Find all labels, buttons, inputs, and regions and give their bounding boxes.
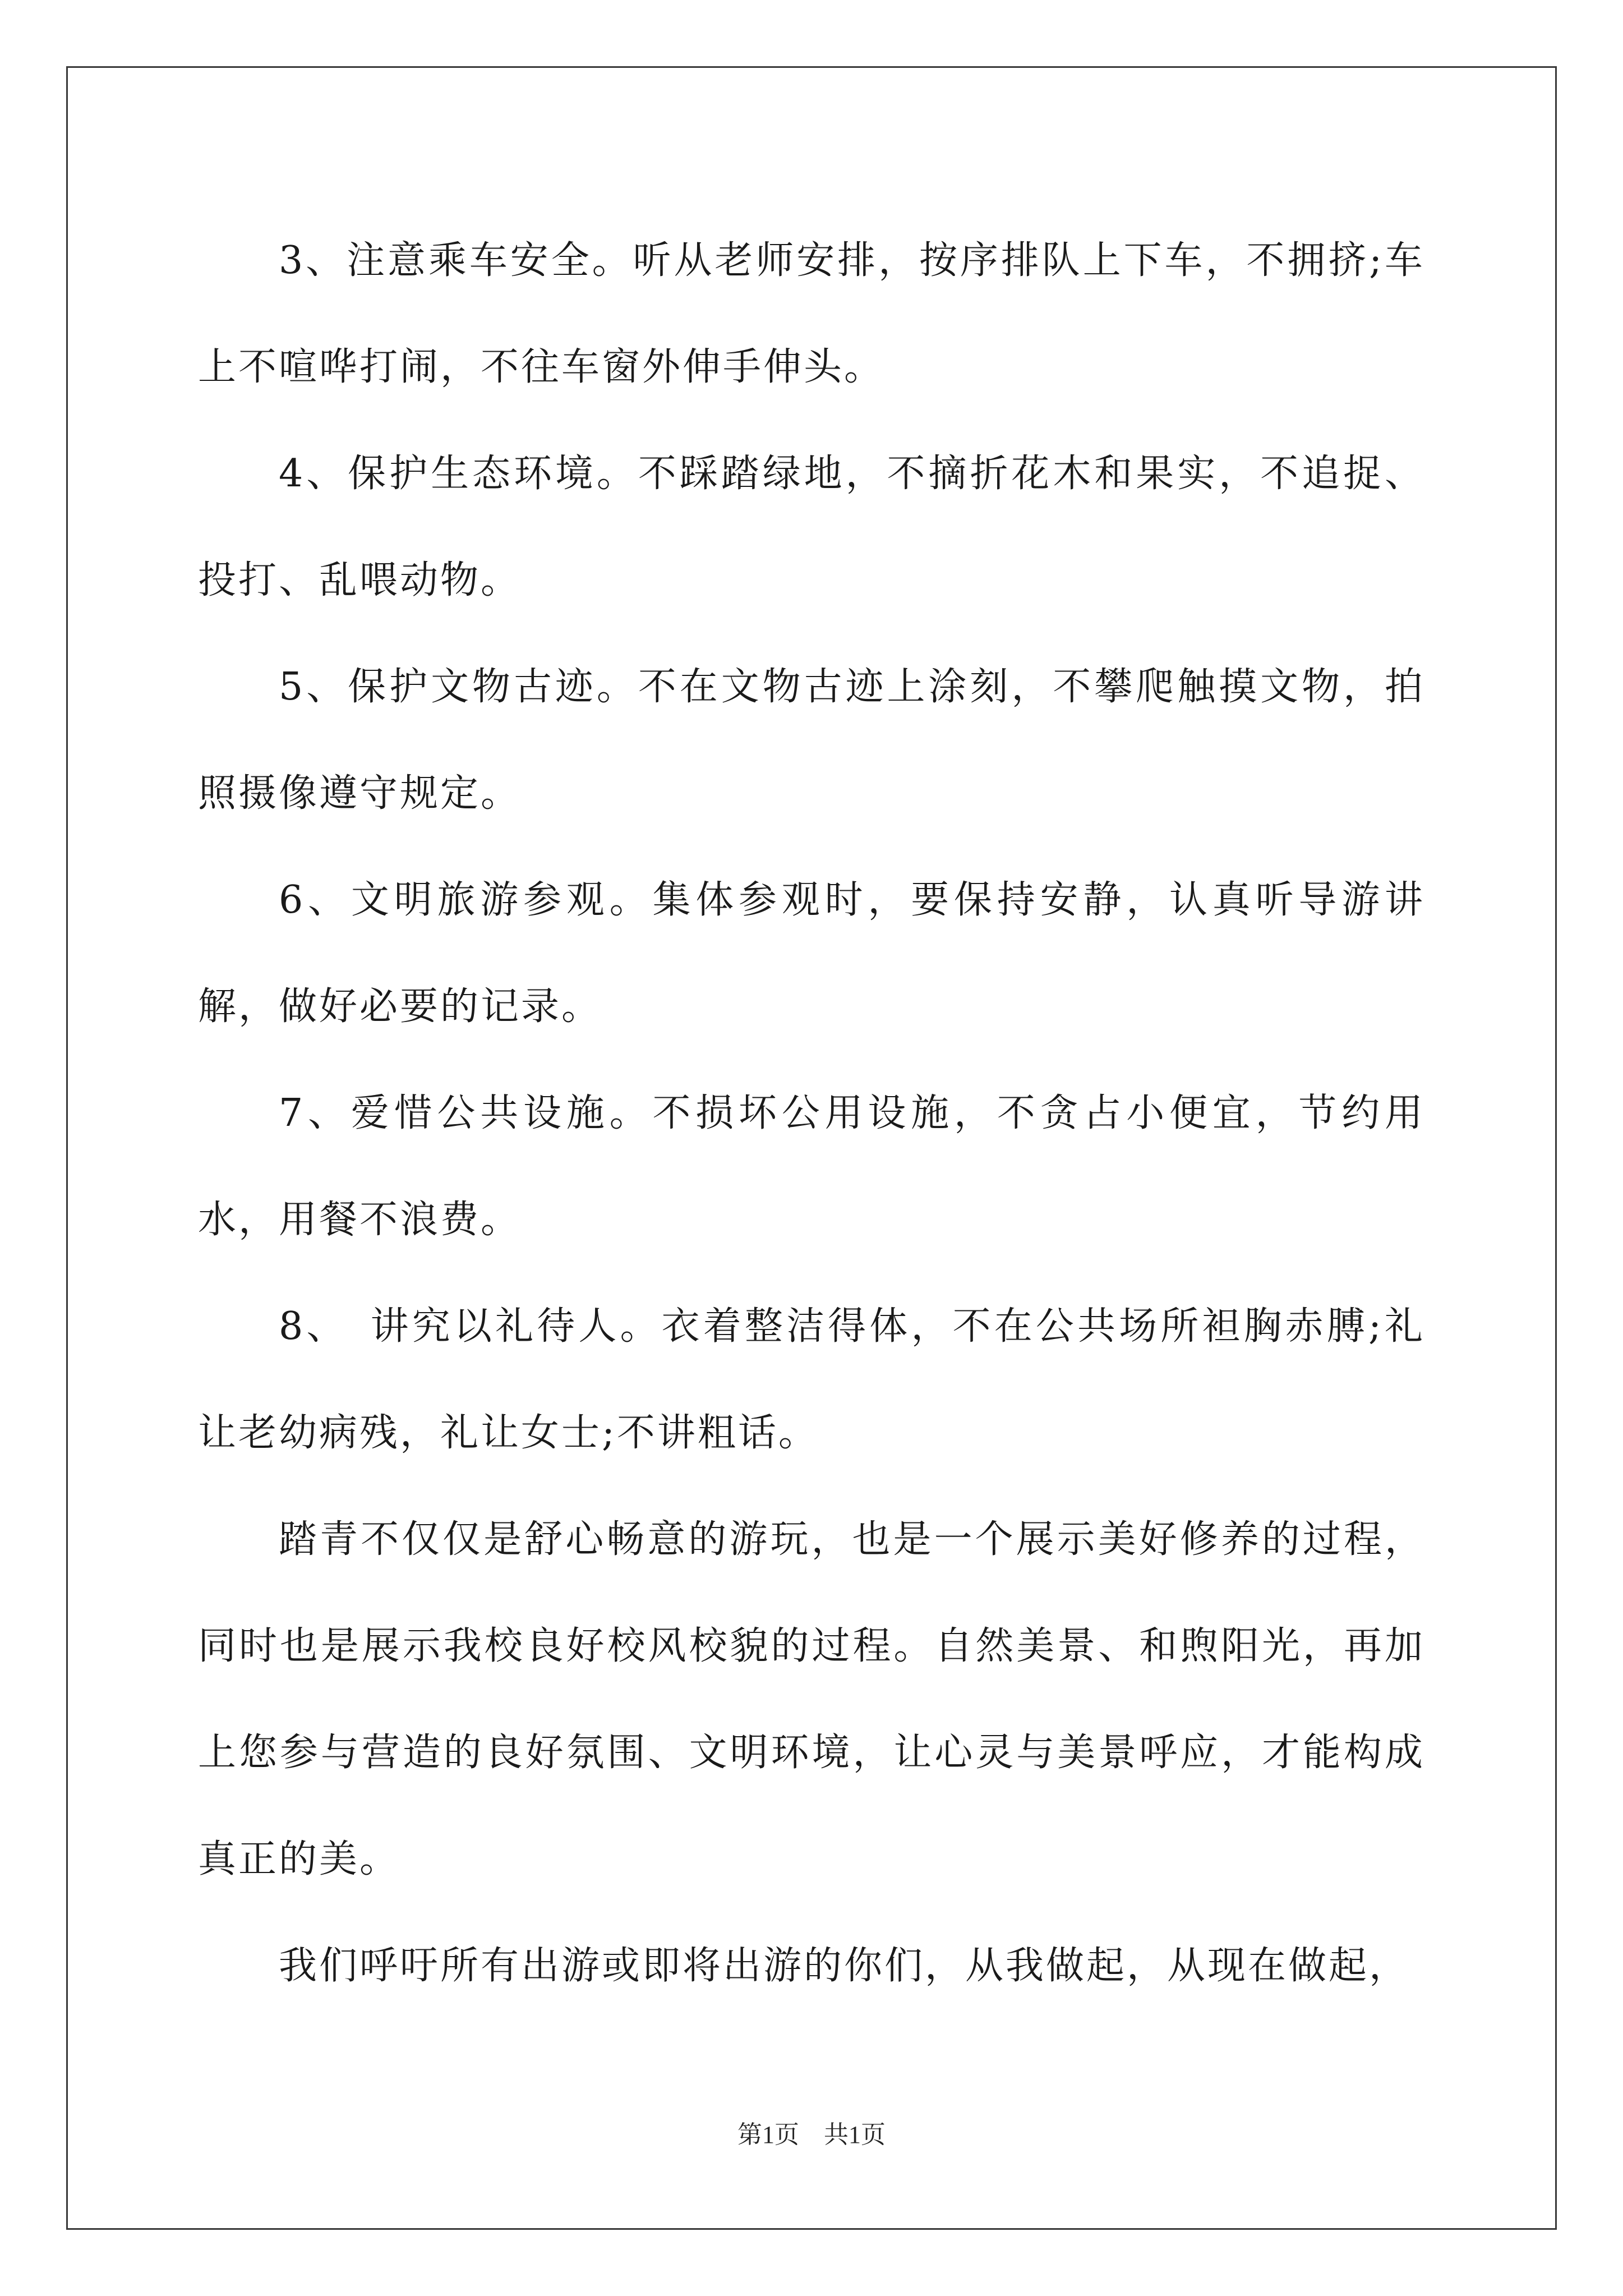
paragraph-rule-8: 8、 讲究以礼待人。衣着整洁得体，不在公共场所袒胸赤膊;礼让老幼病残，礼让女士;不讲粗话。: [198, 1304, 1425, 1455]
paragraph-rule-5: 5、保护文物古迹。不在文物古迹上涂刻，不攀爬触摸文物，拍照摄像遵守规定。: [198, 665, 1425, 816]
paragraph-rule-6: 6、文明旅游参观。集体参观时，要保持安静，认真听导游讲解，做好必要的记录。: [198, 878, 1425, 1029]
paragraph-summary: 踏青不仅仅是舒心畅意的游玩，也是一个展示美好修养的过程，同时也是展示我校良好校风校貌的过程。自然美景、和煦阳光，再加上您参与营造的良好氛围、文明环境，让心灵与美景呼应，才能构成真正的美。: [198, 1517, 1425, 1881]
paragraph-appeal: 我们呼吁所有出游或即将出游的你们，从我做起，从现在做起，: [279, 1944, 1410, 1988]
document-body: [198, 208, 1425, 2019]
paragraph-rule-7: 7、爱惜公共设施。不损坏公用设施，不贪占小便宜，节约用水，用餐不浪费。: [198, 1091, 1425, 1242]
paragraph-rule-4: 4、保护生态环境。不踩踏绿地，不摘折花木和果实，不追捉、投打、乱喂动物。: [198, 452, 1425, 602]
page-number-footer: 第1页 共1页: [737, 2121, 886, 2148]
paragraph-rule-3: 3、注意乘车安全。听从老师安排，按序排队上下车，不拥挤;车上不喧哗打闹，不往车窗外伸手伸头。: [198, 238, 1425, 389]
